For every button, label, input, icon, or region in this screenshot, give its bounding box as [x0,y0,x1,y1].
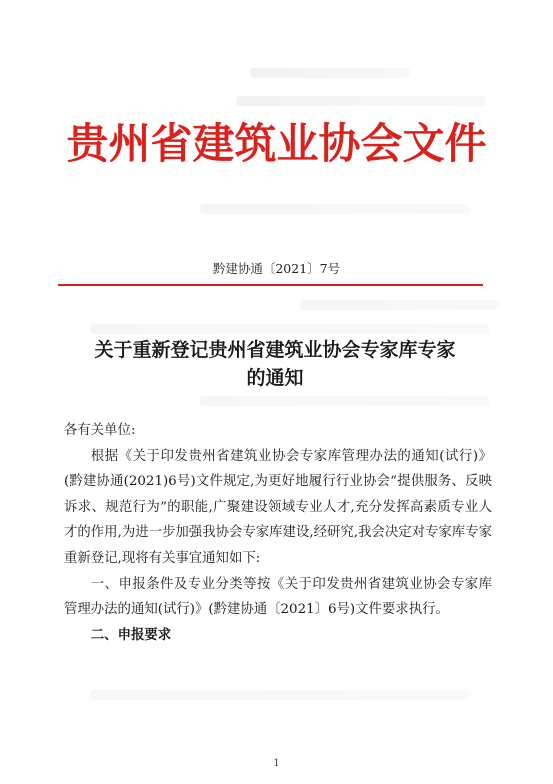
red-divider-line [58,284,483,286]
bleed-through-texture [300,300,500,310]
notice-title-line-2: 的通知 [246,367,304,389]
notice-title-line-1: 关于重新登记贵州省建筑业协会专家库专家 [94,339,456,361]
notice-title [40,336,510,392]
page-number: 1 [273,758,280,769]
body-paragraph-1: 根据《关于印发贵州省建筑业协会专家库管理办法的通知(试行)》(黔建协通(2021)6号)文件规定,为更好地履行行业协会“提供服务、反映诉求、规范行为”的职能,广聚建设领域专业人才,充分发挥高素质专业人才的作用,为进一步加强我协会专家库建设,经研究,我会决定对专家库专家重新登记,现将有关事宜通知如下: [64,448,492,566]
bleed-through-texture [200,204,470,214]
bleed-through-texture [90,690,470,700]
bleed-through-texture [236,96,486,106]
salutation: 各有关单位: [64,423,136,438]
document-header-title: 贵州省建筑业协会文件 [66,119,487,168]
bleed-through-texture [250,68,410,78]
section-heading-2: 二、申报要求 [90,626,172,643]
document-number: 黔建协通〔2021〕7号 [212,261,341,276]
bleed-through-texture [90,324,490,334]
notice-body [64,418,492,648]
bleed-through-texture [200,396,490,406]
body-paragraph-2: 一、申报条件及专业分类等按《关于印发贵州省建筑业协会专家库管理办法的通知(试行)》(黔建协通〔2021〕6号)文件要求执行。 [64,576,492,618]
